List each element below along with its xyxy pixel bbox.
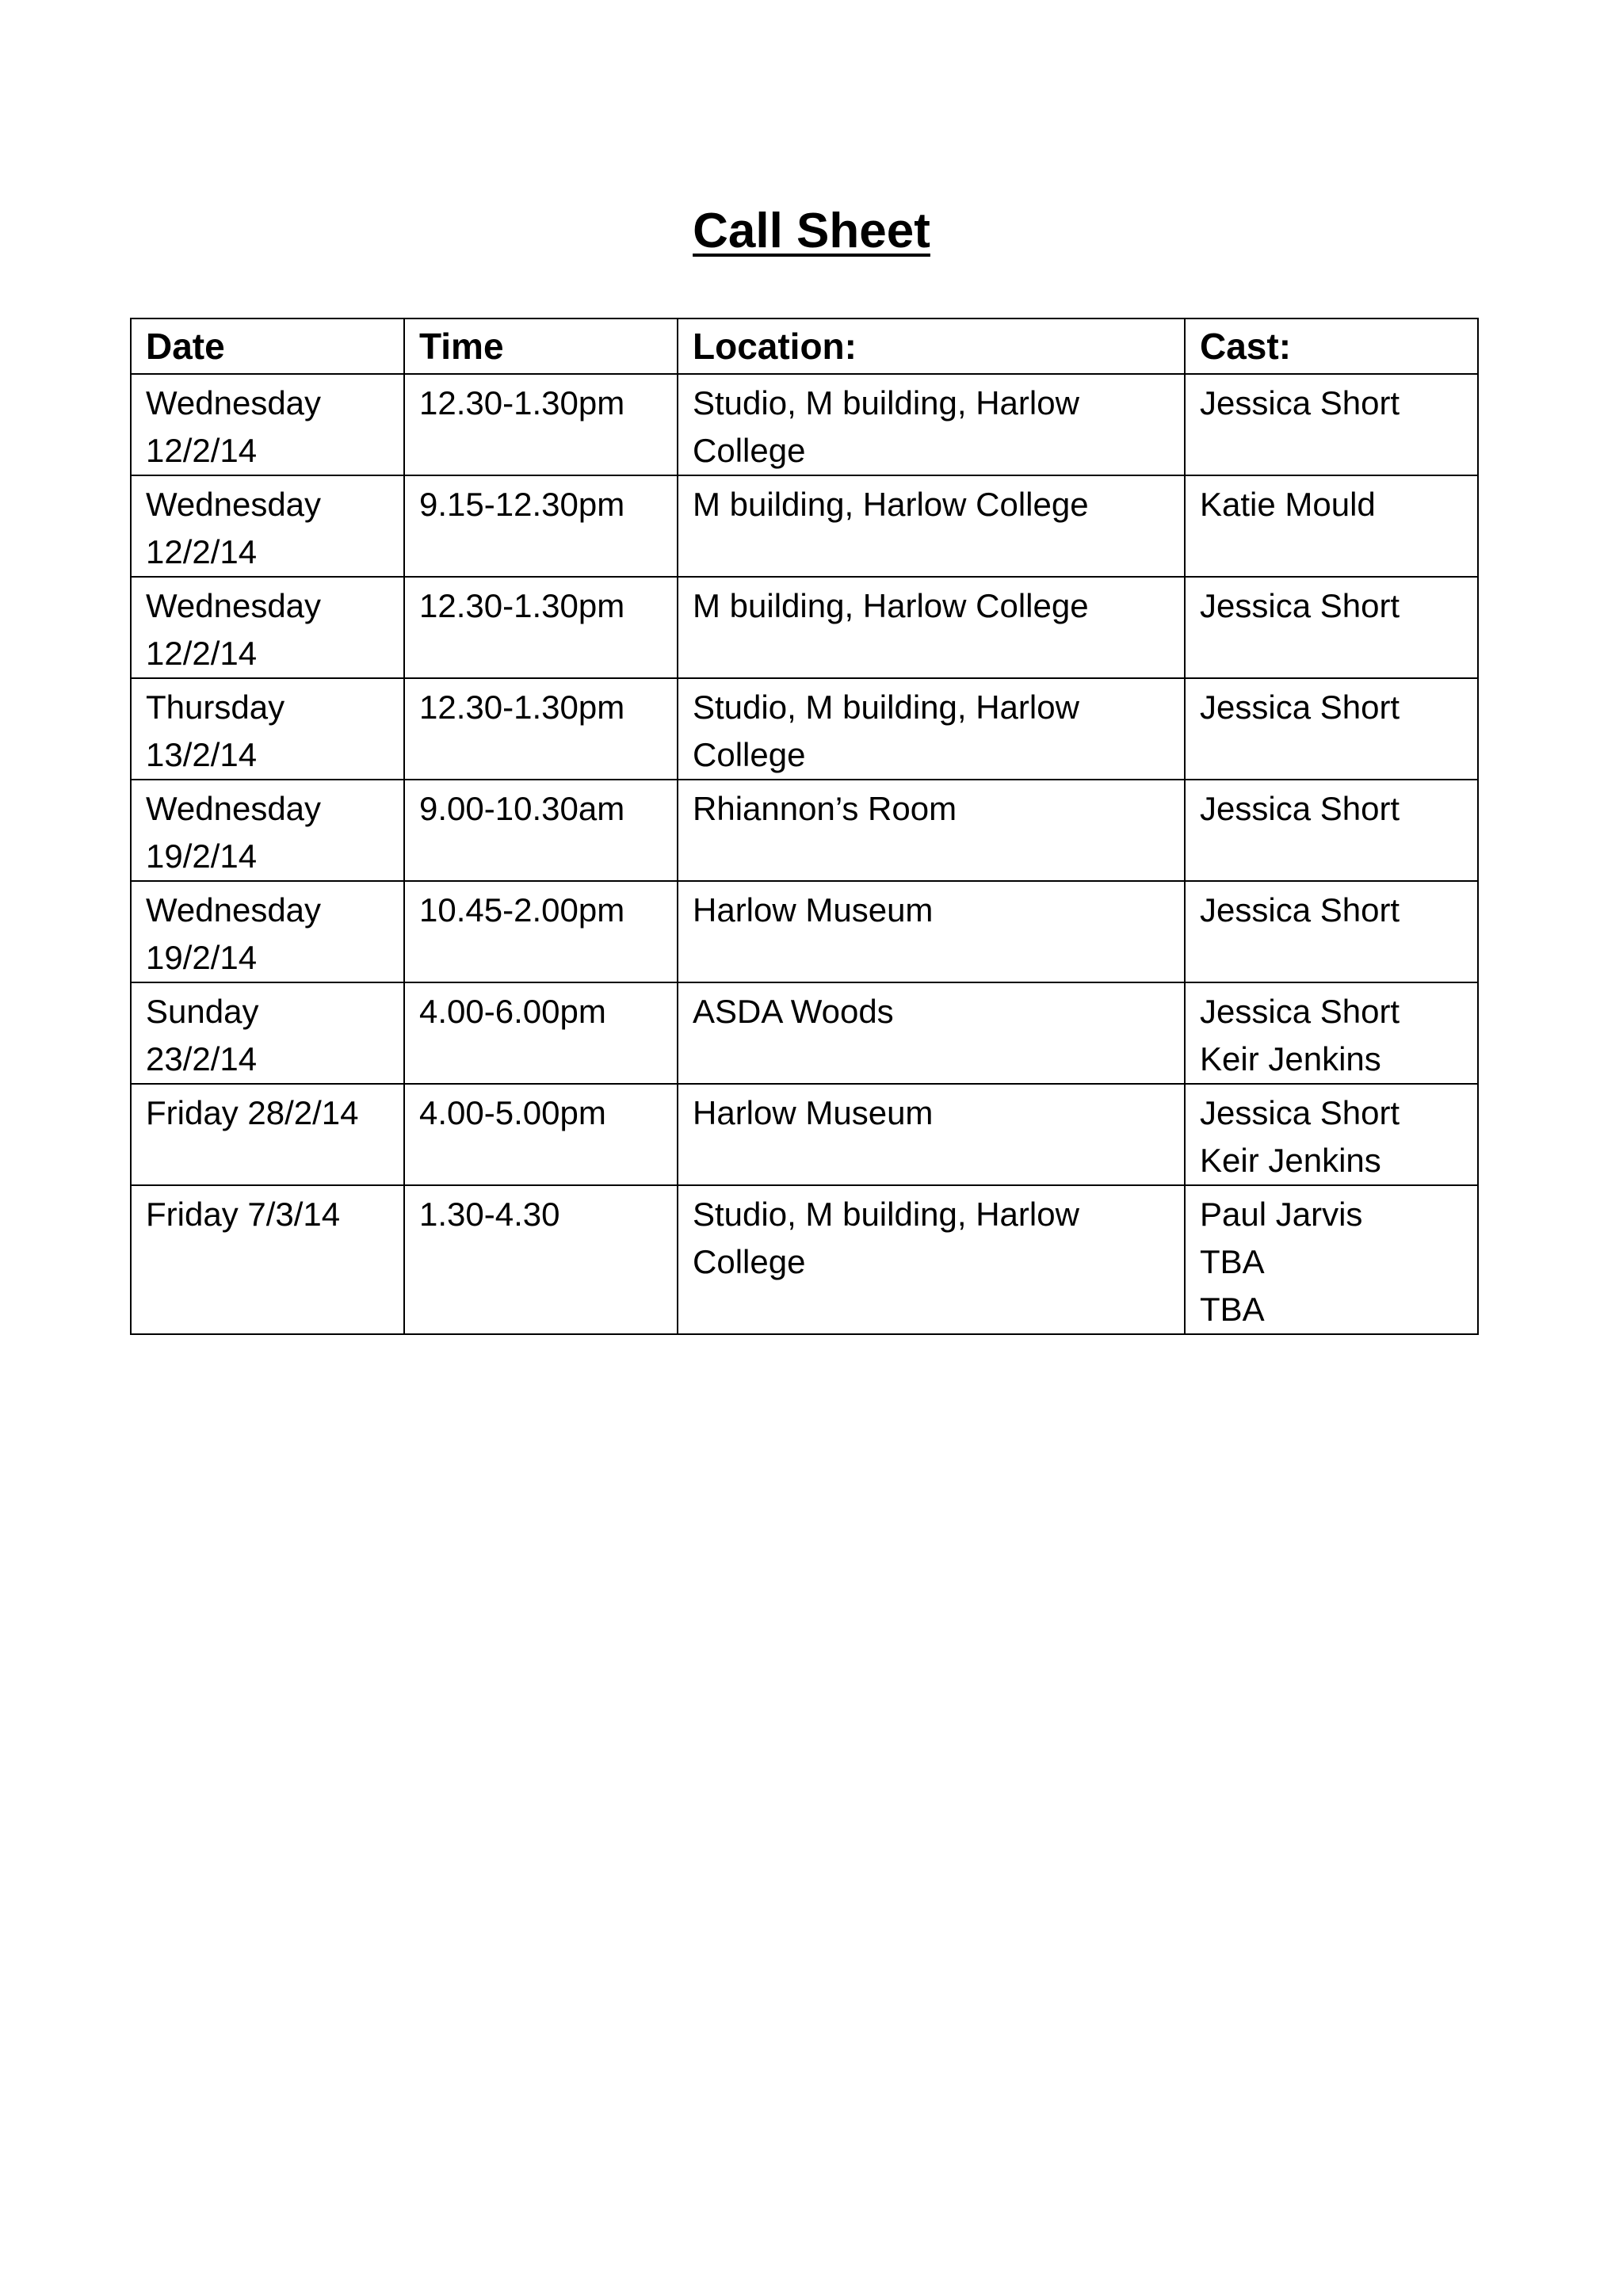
table-row [131,1185,1478,1334]
cell-date: Wednesday 19/2/14 [131,881,404,982]
cell-cast: Jessica Short [1185,678,1478,780]
cell-cast: Jessica Short Keir Jenkins [1185,982,1478,1084]
table-row [131,780,1478,881]
cell-date: Wednesday 12/2/14 [131,475,404,577]
cell-cast: Katie Mould [1185,475,1478,577]
table-row [131,678,1478,780]
cell-location: M building, Harlow College [678,577,1185,678]
cell-date: Sunday 23/2/14 [131,982,404,1084]
table-row [131,475,1478,577]
table-row [131,881,1478,982]
cell-time: 4.00-6.00pm [404,982,678,1084]
cell-location: ASDA Woods [678,982,1185,1084]
cell-time: 12.30-1.30pm [404,678,678,780]
table-row [131,577,1478,678]
table-row [131,982,1478,1084]
cell-location: Harlow Museum [678,881,1185,982]
header-time: Time [404,318,678,374]
cell-cast: Paul Jarvis TBA TBA [1185,1185,1478,1334]
cell-cast: Jessica Short [1185,577,1478,678]
cell-date: Friday 28/2/14 [131,1084,404,1185]
cell-date: Thursday 13/2/14 [131,678,404,780]
header-cast: Cast: [1185,318,1478,374]
cell-location: Studio, M building, Harlow College [678,1185,1185,1334]
cell-cast: Jessica Short Keir Jenkins [1185,1084,1478,1185]
table-header-row [131,318,1478,374]
cell-date: Wednesday 12/2/14 [131,374,404,475]
cell-location: Rhiannon’s Room [678,780,1185,881]
cell-location: Studio, M building, Harlow College [678,374,1185,475]
cell-cast: Jessica Short [1185,374,1478,475]
cell-cast: Jessica Short [1185,881,1478,982]
table-row [131,374,1478,475]
cell-time: 9.15-12.30pm [404,475,678,577]
cell-time: 9.00-10.30am [404,780,678,881]
cell-location: M building, Harlow College [678,475,1185,577]
cell-date: Wednesday 19/2/14 [131,780,404,881]
header-location: Location: [678,318,1185,374]
cell-time: 12.30-1.30pm [404,577,678,678]
cell-time: 12.30-1.30pm [404,374,678,475]
call-sheet-table [130,318,1479,1335]
table-row [131,1084,1478,1185]
cell-cast: Jessica Short [1185,780,1478,881]
cell-date: Wednesday 12/2/14 [131,577,404,678]
cell-time: 4.00-5.00pm [404,1084,678,1185]
page-title: Call Sheet [693,204,930,258]
cell-time: 10.45-2.00pm [404,881,678,982]
header-date: Date [131,318,404,374]
cell-date: Friday 7/3/14 [131,1185,404,1334]
cell-location: Harlow Museum [678,1084,1185,1185]
cell-location: Studio, M building, Harlow College [678,678,1185,780]
cell-time: 1.30-4.30 [404,1185,678,1334]
